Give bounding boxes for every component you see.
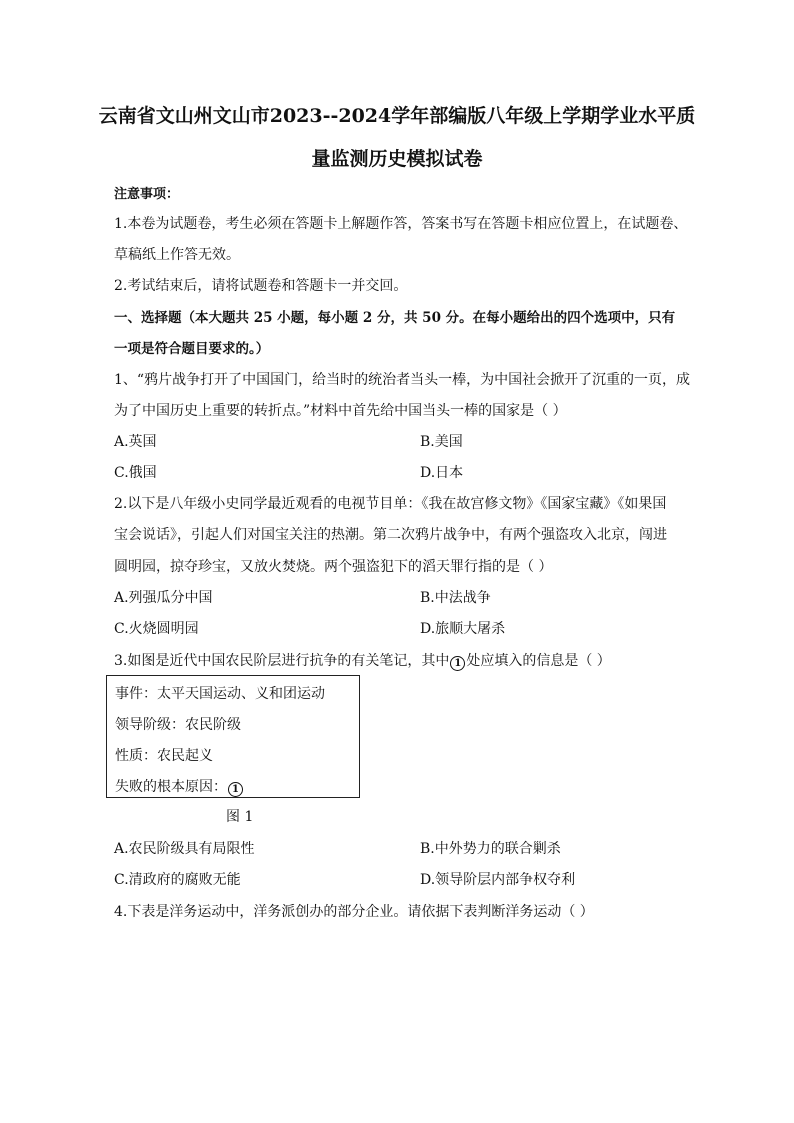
question-4-line1: 4.下表是洋务运动中，洋务派创办的部分企业。请依据下表判断洋务运动（ ） [114,904,594,920]
section1-heading-line1: 一、选择题（本大题共 25 小题，每小题 2 分，共 50 分。在每小题给出的四个选项中，只有 [114,310,676,326]
note-nature: 性质：农民起义 [115,748,213,764]
question-1-option-c: C.俄国 [114,465,157,481]
question-1-option-a: A.英国 [114,434,157,450]
question-1-option-d: D.日本 [420,465,464,481]
question-3-stem-post: 处应填入的信息是（ ） [466,653,611,669]
note-event: 事件：太平天国运动、义和团运动 [115,686,325,702]
peasant-struggle-note-box [106,675,360,798]
question-2-option-a: A.列强瓜分中国 [114,590,213,606]
question-3-line1 [114,650,611,671]
question-1-option-b: B.美国 [420,434,463,450]
notice-item1-line2: 草稿纸上作答无效。 [114,247,240,263]
exam-title-line1: 云南省文山州文山市2023--2024学年部编版八年级上学期学业水平质 [98,105,696,127]
question-2-option-b: B.中法战争 [420,590,491,606]
question-1-line1: 1、“鸦片战争打开了中国国门，给当时的统治者当头一棒，为中国社会掀开了沉重的一页，成 [114,372,691,388]
question-3-option-c: C.清政府的腐败无能 [114,872,241,888]
circled-number-marker: 1 [228,782,243,797]
section1-heading-line2: 一项是符合题目要求的。） [114,341,270,357]
note-cause-label: 失败的根本原因： [115,779,227,795]
question-3-option-b: B.中外势力的联合剿杀 [420,841,561,857]
figure-caption: 图 1 [226,809,254,825]
question-3-stem-pre: 3.如图是近代中国农民阶层进行抗争的有关笔记，其中 [114,653,450,669]
question-1-line2: 为了中国历史上重要的转折点。”材料中首先给中国当头一棒的国家是（ ） [114,403,567,419]
question-2-option-c: C.火烧圆明园 [114,621,199,637]
question-3-option-d: D.领导阶层内部争权夺利 [420,872,576,888]
notice-item2: 2.考试结束后，请将试题卷和答题卡一并交回。 [114,278,408,294]
question-2-line3: 圆明园，掠夺珍宝，又放火焚烧。两个强盗犯下的滔天罪行指的是（ ） [114,559,553,575]
exam-title-line2: 量监测历史模拟试卷 [311,148,483,170]
question-2-option-d: D.旅顺大屠杀 [420,621,506,637]
question-2-line2: 宝会说话》，引起人们对国宝关注的热潮。第二次鸦片战争中，有两个强盗攻入北京，闯进 [114,527,667,543]
notice-heading: 注意事项： [114,187,180,202]
note-cause [115,776,244,797]
question-3-option-a: A.农民阶级具有局限性 [114,841,255,857]
note-leader: 领导阶级：农民阶级 [115,717,241,733]
circled-number-marker: 1 [450,656,465,671]
question-2-line1: 2.以下是八年级小史同学最近观看的电视节目单：《我在故宫修文物》《国家宝藏》《如果国 [114,496,667,512]
notice-item1-line1: 1.本卷为试题卷，考生必须在答题卡上解题作答，答案书写在答题卡相应位置上，在试题卷、 [114,216,688,232]
